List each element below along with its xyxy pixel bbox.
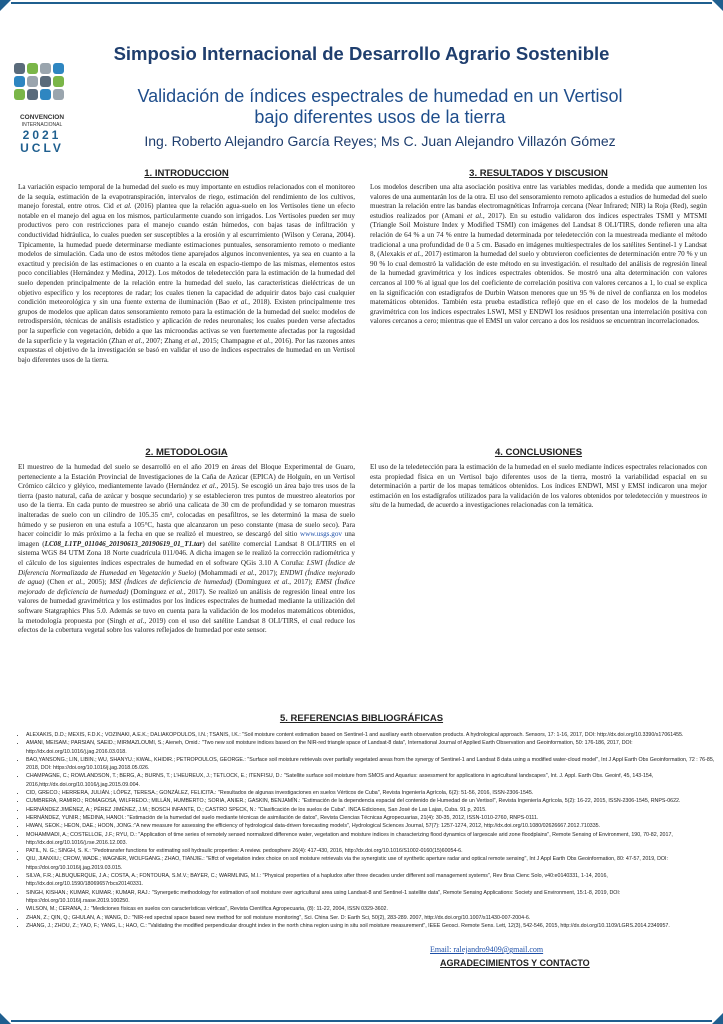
methods-etal-4: et al. (273, 578, 290, 587)
logo-text-year: 2021 (22, 128, 62, 142)
methods-etal-1: et al. (201, 482, 217, 491)
results-etal-2: et al. (406, 250, 422, 259)
methods-heading: 2. METODOLOGIA (145, 447, 228, 458)
intro-text-6: , 2016). Por las razones antes expuestas el objetivo de la investigación se basó en validar el uso de índices espectrales de humedad en un Vertisol bajo diferentes usos de la tierra. (18, 336, 355, 364)
acknowledgements-heading: AGRADECIMIENTOS Y CONTACTO (440, 958, 590, 968)
reference-item: • AMANI, MEISAM.; PARSIAN, SAEID.; MIRMAZLOUMI, S.; Aieneh, Omid.: "Two new soil moisture indices based on the NIR-red triangle space of Landsat-8 data", International Journal of Applied Earth Observation and Geoinformation, 50: 176-186, 2017, DOI: http://dx.doi.org/10.1016/j.jag.2016.03.018. (26, 739, 718, 756)
references-heading: 5. REFERENCIAS BIBLIOGRÁFICAS (279, 713, 444, 724)
methods-text-8: , 2005); (83, 578, 107, 587)
methods-text-1: El muestreo de la humedad del suelo se desarrolló en el año 2019 en áreas del Bloque Experimental de Guaro, perteneciente a la Estación Provincial de Investigaciones de la Caña de Azúcar (EPICA) de Holguín, en un Vertisol Crómico cálcico y gléyico, mediantemente lavado (Hernández (18, 463, 355, 491)
conclusions-text-2: de la humedad, de acuerdo a investigaciones relacionadas con la temática. (382, 501, 594, 510)
reference-item: • WILSON, M.; CERANA, J.: "Mediciones físicas en suelos con características vérticas", Revista Científica Agropecuaria, (8): 11-22, 2004, ISSN 0329-3602. (26, 905, 718, 913)
results-text-3: , 2017) estimaron la humedad del suelo y obtuvieron coeficientes de determinación entre 70 % y un 90 % lo cual demostró la validación de este método en su investigación. el resultado del análisis de regresión lineal de la humedad gravimétrica y los índices espectrales obtenidos. Se mostró una alta determinación con valores cercanos al 100 % al igual que los del coeficiente de correlación positiva con valores cercanos a 1, lo cual se explica en la significación con estadígrafos de Durbin Watson menores que un 95 % de nivel de confianza en los modelos matemáticos obtenidos. También esta prueba estadística reflejó que en el caso de los modelos de la humedad gravimétrica con los índices espectrales LSWI, MSI y ENDWI los residuos presentan una interrelación positiva con valores cercanos a cero; mientras que el EMSI un valor cercano a dos los residuos se encuentran incorrelacionados. (370, 250, 708, 326)
intro-etal-1: et al. (116, 202, 132, 211)
reference-item: • PATIL, N. G.; SINGH, S. K.: "Pedotransfer functions for estimating soil hydraulic properties: A review. pedosphere 26(4): 417-430, 2016, http://dx.doi.org/10.1016/S1002-0160(15)60054-6. (26, 847, 718, 855)
conclusions-text-1: El uso de la teledetección para la estimación de la humedad en el suelo mediante índices espectrales relacionados con esta propiedad física en un Vertisol bajo diferentes usos de la tierra, mostró la variabilidad espacial en su determinación a partir de los mapas temáticos obtenidos. Los índices ENDWI, MSI y EMSI indicaron una mejor estimación en los estadígrafos utilizados para la validación de los valores obtenidos por teledetección y muestreos (370, 463, 707, 500)
reference-item: • ALEXAKIS, D.D.; MEXIS, F.D.K.; VOZINAKI, A.E.K.; DALIAKOPOULOS, I.N.; TSANIS, I.K.: "Soil moisture content estimation based on Sentinel-1 and auxiliary earth observation products. A hydrological approach. Sensors, 17: 1-16, 2017, DOI: http://dx.doi.org/10.3390/s17061455. (26, 731, 718, 739)
index-emsi: EMSI (Índice mejorado de deficiencia de humedad) (18, 578, 355, 596)
reference-item: • QIU, JIANXIU.; CROW, WADE.; WAGNER, WOLFGANG.; ZHAO, TIANJIE.: "Effct of vegetation index choice on soil moisture retrievals via the synergistic use of synthetic aperture radar and optical remote sensing", Int J Appl Earth Obs Geoinformation, 80: 47-57, 2019, DOI: https://doi.org/10.1016/j.jag.2019.03.015. (26, 855, 718, 872)
index-endwi: ENDWI (Índice mejorado de agua) (18, 568, 355, 587)
logo-text-internacional: INTERNACIONAL (21, 122, 63, 128)
methods-text-2: , 2015). Se escogió un área bajo tres usos de la tierra (pasto natural, caña de azúcar y bosque secundario) y se establecieron tres puntos de muestreo aleatorios por uso de la tierra. En cada punto de muestreo se abrió una calicata de 30 cm de profundidad y se tomaron muestras inalteradas de suelo con un cilindro de 105.35 cm³, colocadas en pesafiltros, se les determinó la masa de suelo húmedo y se pusieron en una estufa a 105°C, hasta que alcanzaron un peso constante (masa de suelo seco). Para hacer coincidir lo más próximo a la fecha en que se realizó el muestreo, se descargó del sitio (18, 482, 355, 539)
logo-text-convencion: CONVENCION (19, 114, 65, 121)
reference-item: • SINGH, KISHAN.; KUMAR, KUMAR.; KUMAR, RAJ.: "Synergetic methodology for estimation of soil moisture over agricultural area using Landsat-8 and Sentinel-1 satellite data", Remote Sensing Applications: Society and Environment, 15:1-8, 2019, DOI: https://doi.org/10.1016/j.rsase.2019.100250. (26, 889, 718, 906)
index-lswi: LSWI (Índice de Diferencia Normalizada de Humedad en Vegetación y Suelo) (18, 558, 355, 577)
poster-title-line2: bajo diferentes usos de la tierra (254, 107, 506, 127)
reference-item: • MOHAMMADI, A.; COSTELLOE, J.F.; RYU, D.: "Application of time series of remotely sensed normalized difference water, vegetation and moisture indices in characterizing flood dynamics of largescale arid zone floodplains", Remote Sensing of Environment, 190, 70-82, 2017, http://dx.doi.org/10.1016/j.rse.2016.12.003. (26, 831, 718, 848)
contact-email[interactable]: Email: ralejandro9409@gmail.com (430, 945, 544, 954)
intro-etal-3: et al. (127, 336, 143, 345)
methods-text-6: , 2017); (254, 568, 278, 577)
intro-text-3: , 2018). Existen principalmente tres grupos de modelos que aplican datos sensoramiento remoto para la estimación de la humedad del suelo: modelos de retrodispersión, técnicas de análisis estadístico y aplicación de redes neuronales; los cuales pueden verse afectados por la superficie con vegetación, debido a que las microondas activas se ven fuertemente afectadas por la rugosidad de la superficie y la vegetación (Zhan (18, 298, 355, 345)
results-text-2: , 2017). En su estudio validaron dos índices espectrales TSMI y MTSMI (Triangle Soil Moisture Index y Modified TSMI) con imágenes del Landsat 8 OLI/TIRS, donde refieren una alta relación de 64 % a un 74 % entre la humedad determinada por teledetección con la muestreada mediante el método tradicional a una profundidad de 0 a 5 cm. Basado en imágenes multiespectrales de los satélites Sentinel-1 y Landsat 8, (Alexakis (370, 211, 707, 259)
index-msi: MSI (Índices de deficiencia de humedad) (109, 578, 233, 587)
reference-item: • SILVA, F.R.; ALBUQUERQUE, J.A.; COSTA, A.; FONTOURA, S.M.V.; BAYER, C.; WARMLING, M.I.: "Physical properties of a hapludox after three decades under different soil management systems", Rev Bras Cienc Solo, v40:e0140331, 1-14, 2016, http://dx.doi.org/10.1590/18069657rbcs20140331. (26, 872, 718, 889)
reference-item: • CID, GRECO.; HERRERA, JULIÁN.; LÓPEZ, TERESA.; GONZÁLEZ, FELICITA.: "Resultados de algunas investigaciones en suelos Vérticos de Cuba", Revista Ingeniería Agrícola, 6(2): 51-56, 2016, ISSN-2306-1545. (26, 789, 718, 797)
landsat-image-id: LC08_L1TP_011046_20190613_20190619_01_T1.tar (44, 539, 203, 548)
reference-item: • HWAN, SEOK.; HEON, DAE.; HOON, JONG.:"A new measure for assessing the efficiency of hydrological data-driven forecasting models", Hydrological Sciences Journal, 57(7): 1257-1274, 2012, http://dx.doi.org/10.1080/02626667.2012.710335. (26, 822, 718, 830)
reference-item: • ZHAN, Z.; QIN, Q.; GHULAN, A.; WANG, D.: "NIR-red spectral space based new method for soil moisture monitoring", Sci. China Ser. D: Earth Sci, 50(2), 283-289. 2007, http://dx.doi.org/10.1007/s11430-007-2004-6. (26, 914, 718, 922)
methods-etal-6: et al. (129, 616, 145, 625)
intro-heading: 1. INTRODUCCION (144, 168, 229, 179)
corner-top-left (0, 0, 11, 11)
intro-text-5: , 2015; Champagne (198, 336, 255, 345)
top-border (11, 2, 712, 4)
methods-text-9: (Domínguez (235, 578, 271, 587)
intro-text (18, 183, 355, 365)
reference-item: • CHAMPAGNE, C.; ROWLANDSON, T.; BERG, A.; BURNS, T.; L'HEUREUX, J.; TETLOCK, E.; ITENFISU, D.: "Satellite surface soil moisture from SMOS and Aquarius: assessment for applications in agricultural landscapes", Int. J. Appl. Earth Obs. Geoinf, 45, 143-154, 2016,http://dx.doi.org/10.1016/j.jag.2015.09.004. (26, 772, 718, 789)
methods-text-7: (Chen (47, 578, 65, 587)
conference-title: Simposio Internacional de Desarrollo Agrario Sostenible (113, 43, 610, 64)
intro-etal-2: et al. (232, 298, 249, 307)
poster-title (100, 86, 660, 128)
methods-text-10: , 2017); (289, 578, 313, 587)
results-text (370, 183, 707, 327)
methods-text-11: (Domínguez (130, 587, 167, 596)
bottom-border (11, 1020, 712, 1022)
corner-bottom-left (0, 1013, 11, 1024)
reference-item: • ZHANG, J.; ZHOU, Z.; YAO, F.; YANG, L.; HAO, C.: "Validating the modified perpendicular drought index in the north china region using in situ soil moisture measurement", IEEE Geosci. Remote Sens. Lett, 12(3), 542-546, 2015, http://dx.doi.org/10.1109/LGRS.2014.2349957. (26, 922, 718, 930)
authors: Ing. Roberto Alejandro García Reyes; Ms C. Juan Alejandro Villazón Gómez (144, 133, 616, 149)
poster-title-line1: Validación de índices espectrales de humedad en un Vertisol (137, 86, 623, 106)
intro-text-1: La variación espacio temporal de la humedad del suelo es muy importante en estudios relacionados con el monitoreo de la sequía, estimación de la evapotranspiración, intervalos de riego, estimación del rendimiento de los cultivos, manejo forestal, entre otros. Cid (18, 183, 355, 211)
in-situ-term: in situ (370, 491, 707, 510)
methods-text (18, 463, 355, 636)
conclusions-text (370, 463, 707, 511)
intro-text-4: , 2007; Zhang (142, 336, 183, 345)
methods-etal-5: et al. (168, 587, 184, 596)
corner-top-right (712, 0, 723, 11)
reference-item: • HERNÁNDEZ, YUNIR.; MEDINA, HANOI.: "Estimación de la humedad del suelo mediante técnicas de asimilación de datos", Revista Ciencias Técnicas Agropecuarias, 21(4): 30-35, 2012, ISSN-1010-2760, RNPS-0111. (26, 814, 718, 822)
methods-text-13: , 2019) con el uso del satélite Landsat 8 OLI/TIRS, el cual reduce los efectos de la cobertura vegetal sobre los valores reflejados de humedad por este sensor. (18, 616, 355, 635)
methods-text-4: ) del satélite comercial Landsat 8 OLI/TIRS en el sistema WGS 84 UTM Zona 18 Norte cuadrícula 011/046. A dicha imagen se le realizó la corrección radiométrica y el cálculo de los siguientes índices espectrales de humedad en el software QGis 3.10 A Coruña: (18, 539, 355, 567)
intro-etal-5: et al. (256, 336, 271, 345)
logo-text-uclv: UCLV (20, 141, 64, 155)
intro-etal-4: et al. (184, 336, 199, 345)
methods-text-12: , 2017). Se realizó un análisis de regresión lineal entre los valores de humedad gravimétrica y los estimados por los índices espectrales de humedad mediante la utilización del software Statgraphics Plus 5.0. Además se tuvo en cuenta para la validación de los modelos matemáticos obtenidos, la metodología propuesta por (Singh (18, 587, 356, 625)
conclusions-heading: 4. CONCLUSIONES (494, 447, 583, 458)
methods-text-5: (Mohammadi (198, 568, 238, 577)
reference-item: • CUMBRERA, RAMIRO.; ROMAGOSA, WILFREDO.; MILLÁN, HUMBERTO.; SORIA, ANIER.; GASKIN, BENJAMÍN.: "Estimación de la dependencia espacial del contenido de Humedad de un Vertisol", Revista Ingeniería Agrícola, 5(2): 16-22, 2015, ISSN-2306-1545, RNPS-0622. (26, 797, 718, 805)
results-heading: 3. RESULTADOS Y DISCUSION (469, 168, 608, 179)
intro-text-2: (2016) plantea que la relación agua-suelo en los Vertisoles tiene un efecto notable en el manejo del agua en los mismos, particularmente cuando son irrigados. Los Vertisoles pueden ser muy productivos pero con restricciones para el manejo cuando están húmedos, con bajas tasas de infiltración y conductividad hidráulica, lo cuales pueden ser susceptibles a la erosión y al escurrimiento (Wilson y Cerana, 2004). Típicamente, la humedad puede determinarse mediante estimaciones puntuales, sensoramiento remoto o mediante modelos de simulación. Cada uno de estos métodos tiene aparejados algunos inconvenientes, ya sea en cuanto a la exactitud y precisión de las estimaciones o en cuanto a la escala en espacio-tiempo de las mismas, elementos estos poco conciliables (Hernández y Medina, 2012). Los métodos de teledetección para la estimación de la humedad del suelo dependen principalmente de la relación entre la humedad del suelo, las características dieléctricas de un objetivo específico y los receptores de radar; los cuales tienen la capacidad de adquirir datos bajo casi cualquier condición meteorológica y sin una fuente externa de iluminación (Bao (18, 202, 355, 307)
usgs-link[interactable]: www.usgs.gov (299, 530, 342, 539)
results-text-1: Los modelos describen una alta asociación positiva entre las variables medidas, donde a medida que aumenten los valores de una aumentarán los de la otra. El uso del sensoramiento remoto aplicados a estudios de humedad del suelo muestran la relación entre las bandas electromagnéticas Infrarroja cercana (Near Infrared; NIR) la Roja (Red), según estudios realizados por (Amani (370, 183, 707, 220)
reference-item: • HERNÁNDEZ JIMÉNEZ, A.; PÉREZ JIMÉNEZ, J.M.; BOSCH INFANTE, D.; CASTRO SPECK, N.: "Clasificación de los suelos de Cuba". INCA Ediciones, San José de Las Lajas, Cuba. 91 p, 2015. (26, 806, 718, 814)
results-etal-1: et al. (467, 211, 483, 220)
methods-etal-3: et al. (67, 578, 84, 587)
references-list (16, 731, 718, 930)
reference-item: • BAO,YANSONG.; LIN, LIBIN.; WU, SHANYU.; KWAL, KHIDIR.; PETROPOULOS, GEORGE.: "Surface soil moisture retrievals over partially vegetated areas from the synergy of Sentinel-1 and Landsat 8 data using a modified water-cloud model", Int J Appl Earth Obs Geoinformation, 72 : 76-85, 2018, DOI: https://doi.org/10.1016/j.jag.2018.05.026. (26, 756, 718, 773)
methods-text-3: una imagen ( (18, 530, 355, 548)
methods-etal-2: et al. (239, 568, 255, 577)
corner-bottom-right (712, 1013, 723, 1024)
